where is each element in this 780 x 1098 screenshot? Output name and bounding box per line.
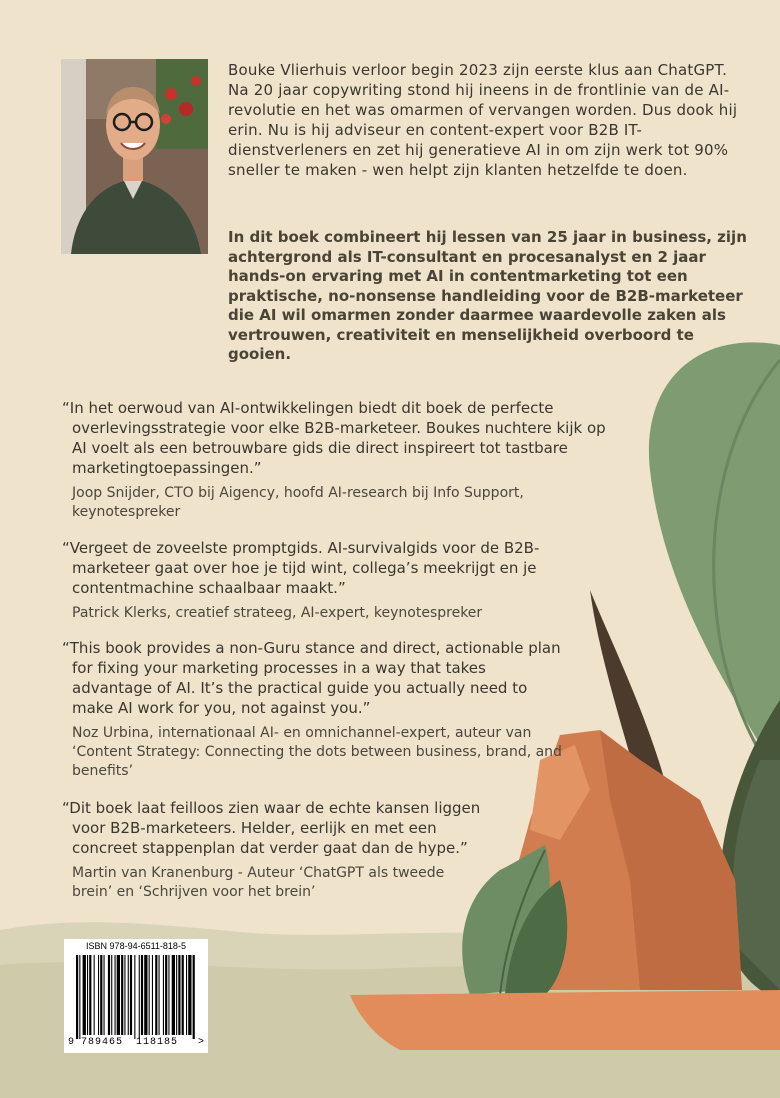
quote-source: Noz Urbina, internationaal AI- en omnichannel-expert, auteur van ‘Content Strategy: Connecting the dots between business, brand, and benefits’ [72, 725, 562, 779]
quote-source: Joop Snijder, CTO bij Aigency, hoofd AI-research bij Info Support, keynotespreker [72, 485, 524, 520]
barcode-bar [124, 955, 125, 1035]
orange-ground [350, 990, 780, 1050]
barcode-bar [193, 955, 195, 1039]
barcode-bar [168, 955, 169, 1035]
barcode-bar [188, 955, 191, 1035]
barcode-bar [108, 955, 110, 1035]
barcode-bar [128, 955, 129, 1035]
quote-4 [62, 798, 482, 902]
barcode-bar [141, 955, 143, 1035]
author-bio: Bouke Vlierhuis verloor begin 2023 zijn eerste klus aan ChatGPT. Na 20 jaar copywriting stond hij ineens in de frontlinie van de AI-revolutie en het was omarmen of vervangen worden. Dus dook hij erin. Nu is hij adviseur en content-expert voor B2B IT-dienstverleners en zet hij generatieve AI in om zijn werk tot 90% sneller te maken - wen helpt zijn klanten hetzelfde te doen. [228, 61, 738, 179]
barcode-bar [94, 955, 95, 1035]
author-portrait-icon [61, 59, 208, 254]
barcode-bar [159, 955, 160, 1035]
barcode-bar [115, 955, 116, 1035]
barcode-bar [89, 955, 91, 1035]
barcode-bar [134, 955, 135, 1039]
quote-text: “Vergeet de zoveelste promptgids. AI-survivalgids voor de B2B-marketeer gaat over hoe je tijd wint, collega’s meekrijgt en je contentmachine schaalbaar maakt.” [62, 539, 540, 597]
quote-source: Patrick Klerks, creatief strateeg, AI-expert, keynotespreker [72, 605, 483, 621]
barcode-bar [130, 955, 132, 1035]
barcode-arrow: > [198, 1037, 205, 1048]
barcode-bar [111, 955, 112, 1035]
barcode-bar [182, 955, 184, 1035]
barcode-bar [79, 955, 80, 1039]
barcode-bar [87, 955, 88, 1035]
isbn-label: ISBN 978-94-6511-818-5 [86, 941, 186, 951]
barcode-digit-first: 9 [68, 1037, 75, 1048]
barcode-bar [139, 955, 140, 1039]
quote-text: “Dit boek laat feilloos zien waar de echte kansen liggen voor B2B-marketeers. Helder, eerlijk en met een concreet stappenplan dat verder gaat dan de hype.” [62, 799, 481, 857]
barcode-digits-right: 118185 [136, 1037, 179, 1048]
barcode-bar [178, 955, 180, 1035]
barcode-bar [117, 955, 120, 1035]
quote-source: Martin van Kranenburg - Auteur ‘ChatGPT als tweede brein’ en ‘Schrijven voor het brein’ [72, 865, 445, 900]
barcode-bar [155, 955, 157, 1035]
barcode-bar [176, 955, 177, 1035]
quote-3 [62, 638, 562, 781]
barcode-bar [100, 955, 102, 1035]
book-intro: In dit boek combineert hij lessen van 25 jaar in business, zijn achtergrond als IT-consultant en procesanalyst en 2 jaar hands-on ervaring met AI in contentmarketing tot een praktische, no-nonsense handleiding voor de B2B-marketeer die AI wil omarmen zonder daarmee waardevolle zaken als vertrouwen, creativiteit en menselijkheid overboord te gooien. [228, 228, 747, 363]
barcode-bar [186, 955, 187, 1035]
barcode-bar [104, 955, 105, 1035]
barcode-bar [83, 955, 86, 1035]
barcode-bar [172, 955, 175, 1035]
quote-text: “In het oerwoud van AI-ontwikkelingen biedt dit boek de perfecte overlevingsstrategie voor elke B2B-marketeer. Boukes nuchtere kijk op AI voelt als een betrouwbare gids die direct inspireert tot tastbare marketingtoepassingen.” [62, 399, 606, 477]
quote-1 [62, 398, 622, 522]
barcode-bar [144, 955, 147, 1035]
barcode-digits-left: 789465 [81, 1037, 124, 1048]
barcode-bar [152, 955, 153, 1035]
barcode-bar [149, 955, 150, 1035]
author-photo [61, 59, 208, 254]
barcode-bar [163, 955, 164, 1035]
quote-text: “This book provides a non-Guru stance and direct, actionable plan for fixing your marketing processes in a way that takes advantage of AI. It’s the practical guide you actually need to make AI work for you, not against you.” [62, 639, 561, 717]
barcode-bar [98, 955, 99, 1035]
barcode-bars [64, 939, 208, 1039]
barcode-bar [165, 955, 167, 1035]
isbn-barcode [64, 939, 208, 1053]
quote-2 [62, 538, 552, 623]
barcode-bar [76, 955, 78, 1039]
barcode-bar [121, 955, 123, 1035]
